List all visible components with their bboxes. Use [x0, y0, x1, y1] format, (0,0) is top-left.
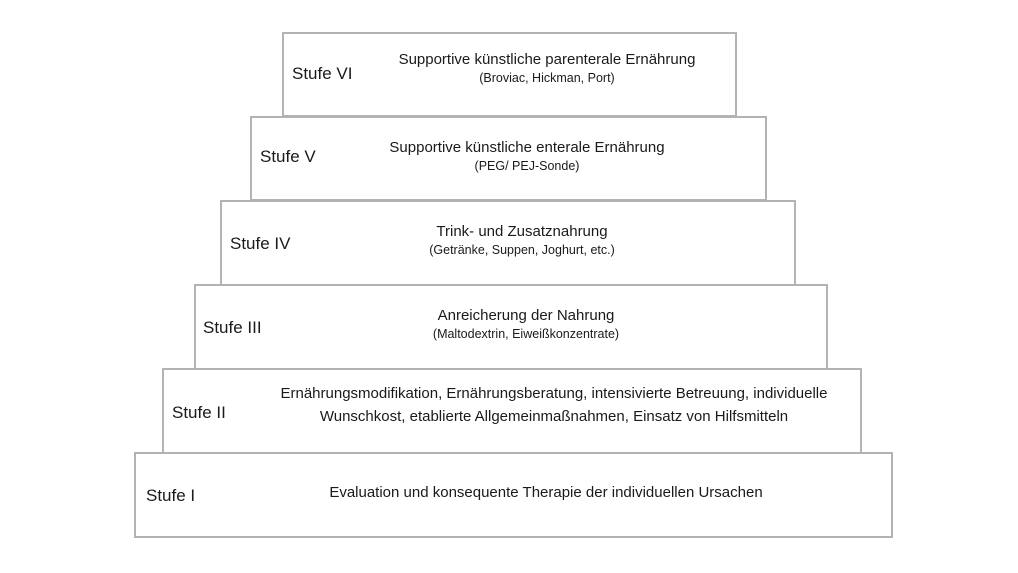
- step-2-main-text: Ernährungsmodifikation, Ernährungsberatung, intensivierte Betreuung, individuelle Wunschkost, etablierte Allgemeinmaßnahmen, Einsatz von Hilfsmitteln: [280, 385, 828, 425]
- step-3-main-text: Anreicherung der Nahrung: [437, 307, 615, 324]
- step-1-box: [134, 452, 893, 538]
- step-6-text: [364, 50, 730, 87]
- step-4-label: Stufe IV: [230, 234, 291, 253]
- step-6-label: Stufe VI: [292, 64, 353, 83]
- step-4-main-text: Trink- und Zusatznahrung: [436, 223, 608, 240]
- step-4-text: [312, 222, 732, 259]
- step-4-sub-text: (Getränke, Suppen, Joghurt, etc.): [429, 243, 615, 257]
- step-2-text: [264, 382, 844, 428]
- step-4-box: [220, 200, 796, 286]
- step-5-text: [344, 138, 710, 175]
- step-1-main-text: Evaluation und konsequente Therapie der individuellen Ursachen: [329, 484, 763, 501]
- step-5-main-text: Supportive künstliche enterale Ernährung: [389, 139, 665, 156]
- step-2-box: [162, 368, 862, 454]
- step-3-sub-text: (Maltodextrin, Eiweißkonzentrate): [432, 327, 620, 341]
- step-3-box: [194, 284, 828, 370]
- step-2-label: Stufe II: [172, 403, 226, 422]
- step-6-box: [282, 32, 737, 117]
- step-3-text: [306, 306, 746, 343]
- step-1-label: Stufe I: [146, 486, 196, 505]
- step-1-text: [256, 483, 836, 503]
- step-6-main-text: Supportive künstliche parenterale Ernährung: [398, 51, 696, 68]
- step-5-label: Stufe V: [260, 147, 316, 166]
- step-5-sub-text: (PEG/ PEJ-Sonde): [474, 159, 580, 173]
- step-3-label: Stufe III: [203, 318, 262, 337]
- step-6-sub-text: (Broviac, Hickman, Port): [479, 71, 615, 85]
- step-5-box: [250, 116, 767, 201]
